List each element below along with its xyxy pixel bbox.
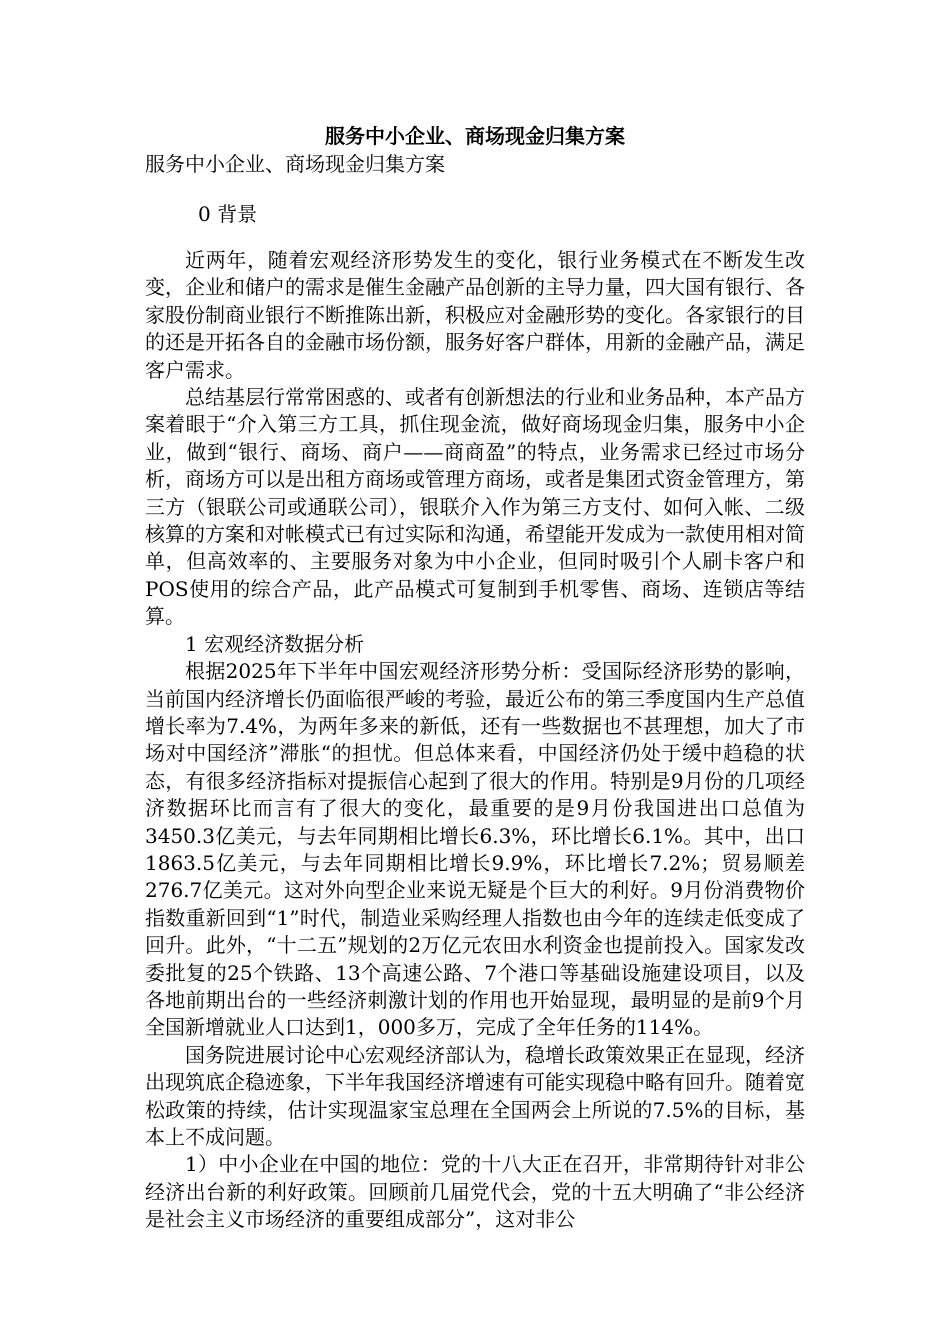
paragraph-sme-status: 1）中小企业在中国的地位：党的十八大正在召开，非常期待针对非公经济出台新的利好政策。回顾前几届党代会，党的十五大明确了“非公经济是社会主义市场经济的重要组成部分”，这对非公	[145, 1152, 805, 1232]
document-subtitle: 服务中小企业、商场现金归集方案	[145, 152, 445, 176]
paragraph-macro-data: 根据2025年下半年中国宏观经济形势分析：受国际经济形势的影响，当前国内经济增长仍面临很严峻的考验，最近公布的第三季度国内生产总值增长率为7.4%，为两年多来的新低，还有一些数据也不甚理想，加大了市场对中国经济”滞胀“的担忧。但总体来看，中国经济仍处于缓中趋稳的状态，有很多经济指标对提振信心起到了很大的作用。特别是9月份的几项经济数据环比而言有了很大的变化，最重要的是9月份我国进出口总值为3450.3亿美元，与去年同期相比增长6.3%，环比增长6.1%。其中，出口1863.5亿美元，与去年同期相比增长9.9%，环比增长7.2%；贸易顺差276.7亿美元。这对外向型企业来说无疑是个巨大的利好。9月份消费物价指数重新回到“1”时代，制造业采购经理人指数也由今年的连续走低变成了回升。此外，“十二五”规划的2万亿元农田水利资金也提前投入。国家发改委批复的25个铁路、13个高速公路、7个港口等基础设施建设项目，以及各地前期出台的一些经济刺激计划的作用也开始显现，最明显的是前9个月全国新增就业人口达到1，000多万，完成了全年任务的114%。	[145, 659, 805, 1040]
section-heading-background: 0 背景	[198, 202, 258, 226]
paragraph-state-council: 国务院进展讨论中心宏观经济部认为，稳增长政策效果正在显现，经济出现筑底企稳迹象，下半年我国经济增速有可能实现稳中略有回升。随着宽松政策的持续，估计实现温家宝总理在全国两会上所说的7.5%的目标，基本上不成问题。	[145, 1042, 805, 1149]
paragraph-background-1: 近两年，随着宏观经济形势发生的变化，银行业务模式在不断发生改变，企业和储户的需求是催生金融产品创新的主导力量，四大国有银行、各家股份制商业银行不断推陈出新，积极应对金融形势的变化。各家银行的目的还是开拓各自的金融市场份额，服务好客户群体，用新的金融产品，满足客户需求。	[145, 248, 805, 382]
section-heading-macro: 1 宏观经济数据分析	[185, 631, 365, 656]
document-title: 服务中小企业、商场现金归集方案	[325, 124, 625, 148]
paragraph-background-2: 总结基层行常常困惑的、或者有创新想法的行业和业务品种，本产品方案着眼于“介入第三方工具，抓住现金流，做好商场现金归集，服务中小企业，做到“银行、商场、商户——商商盈”的特点，业务需求已经过市场分析，商场方可以是出租方商场或管理方商场，或者是集团式资金管理方，第三方（银联公司或通联公司），银联介入作为第三方支付、如何入帐、二级核算的方案和对帐模式已有过实际和沟通，希望能开发成为一款使用相对简单，但高效率的、主要服务对象为中小企业，但同时吸引个人刷卡客户和POS使用的综合产品，此产品模式可复制到手机零售、商场、连锁店等结算。	[145, 385, 805, 629]
document-body	[145, 247, 805, 1234]
